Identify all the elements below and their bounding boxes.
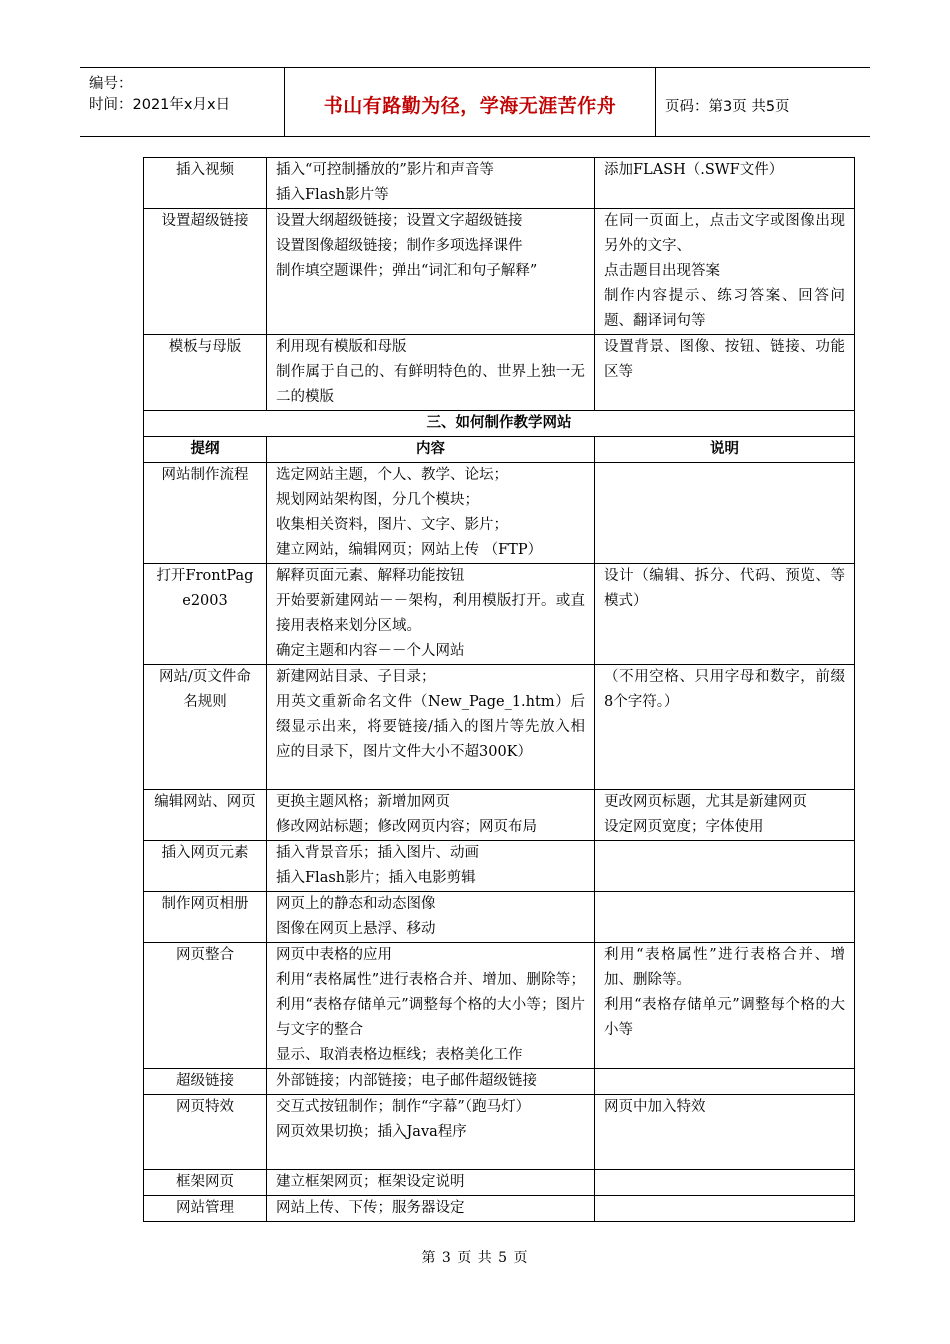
table-row	[144, 335, 855, 411]
content-line: 建立网站，编辑网页；网站上传 （FTP）	[276, 542, 543, 558]
table-top-section	[144, 158, 855, 411]
row-topic: 编辑网站、网页	[144, 790, 267, 841]
row-content	[267, 158, 595, 209]
row-topic: 制作网页相册	[144, 892, 267, 943]
table-main-section	[144, 463, 855, 1222]
content-line: 解释页面元素、解释功能按钮	[276, 568, 465, 584]
row-note	[595, 1095, 855, 1170]
table-row	[144, 943, 855, 1069]
row-topic: 框架网页	[144, 1170, 267, 1196]
row-content	[267, 1196, 595, 1222]
table-row	[144, 1069, 855, 1095]
content-line: 制作填空题课件；弹出“词汇和句子解释”	[276, 263, 538, 279]
content-table	[143, 157, 855, 1222]
page-header	[80, 67, 870, 137]
content-line: 制作属于自己的、有鲜明特色的、世界上独一无二的模版	[276, 364, 585, 405]
note-line: 网页中加入特效	[604, 1099, 706, 1115]
note-line: 利用“表格存储单元”调整每个格的大小等	[604, 997, 845, 1038]
note-line: 添加FLASH（.SWF文件）	[604, 162, 784, 178]
content-line: 网站上传、下传；服务器设定	[276, 1200, 465, 1216]
note-line: 更改网页标题，尤其是新建网页	[604, 794, 807, 810]
table-row	[144, 892, 855, 943]
row-content	[267, 790, 595, 841]
table-row	[144, 209, 855, 335]
page-footer: 第 3 页 共 5 页	[421, 1250, 529, 1266]
row-topic: 打开FrontPage2003	[144, 564, 267, 665]
content-line: 插入Flash影片；插入电影剪辑	[276, 870, 476, 886]
content-line: 网页上的静态和动态图像	[276, 896, 436, 912]
row-note	[595, 892, 855, 943]
content-line: 显示、取消表格边框线；表格美化工作	[276, 1047, 523, 1063]
table-row	[144, 841, 855, 892]
row-content	[267, 209, 595, 335]
row-note	[595, 335, 855, 411]
content-line: 网页效果切换；插入Java程序	[276, 1124, 467, 1140]
note-line: （不用空格、只用字母和数字，前缀8个字符。）	[604, 669, 845, 710]
table-section-header	[144, 411, 855, 463]
row-content	[267, 943, 595, 1069]
content-line: 设置图像超级链接；制作多项选择课件	[276, 238, 523, 254]
row-topic: 网页特效	[144, 1095, 267, 1170]
note-line: 设定网页宽度；字体使用	[604, 819, 764, 835]
row-note	[595, 564, 855, 665]
row-content	[267, 564, 595, 665]
content-line: 选定网站主题，个人、教学、论坛；	[276, 467, 508, 483]
table-row	[144, 1095, 855, 1170]
row-topic: 网站管理	[144, 1196, 267, 1222]
row-topic: 模板与母版	[144, 335, 267, 411]
table-row	[144, 1196, 855, 1222]
content-line: 开始要新建网站－－架构，利用模版打开。或直接用表格来划分区域。	[276, 593, 585, 634]
column-header-content: 内容	[267, 437, 595, 463]
content-line: 规划网站架构图，分几个模块；	[276, 492, 479, 508]
table-row	[144, 564, 855, 665]
header-number-label: 编号：	[89, 76, 133, 92]
row-content	[267, 463, 595, 564]
row-content	[267, 1095, 595, 1170]
note-line: 制作内容提示、练习答案、回答问题、翻译词句等	[604, 288, 845, 329]
note-line: 利用“表格属性”进行表格合并、增加、删除等。	[604, 947, 845, 988]
row-note	[595, 209, 855, 335]
header-meta	[89, 74, 230, 116]
row-topic: 网页整合	[144, 943, 267, 1069]
row-note	[595, 1170, 855, 1196]
content-line: 图像在网页上悬浮、移动	[276, 921, 436, 937]
content-line: 建立框架网页；框架设定说明	[276, 1174, 465, 1190]
content-line: 修改网站标题；修改网页内容；网页布局	[276, 819, 537, 835]
row-content	[267, 1170, 595, 1196]
content-line: 插入“可控制播放的”影片和声音等	[276, 162, 494, 178]
row-note	[595, 1069, 855, 1095]
row-content	[267, 892, 595, 943]
column-header-note: 说明	[595, 437, 855, 463]
content-line: 外部链接；内部链接；电子邮件超级链接	[276, 1073, 537, 1089]
header-divider	[655, 68, 656, 136]
header-motto: 书山有路勤为径，学海无涯苦作舟	[323, 95, 617, 117]
column-header-outline: 提纲	[144, 437, 267, 463]
content-line: 新建网站目录、子目录；	[276, 669, 436, 685]
row-note	[595, 665, 855, 790]
section-title: 三、如何制作教学网站	[144, 411, 855, 437]
table-row	[144, 1170, 855, 1196]
content-line: 用英文重新命名文件（New_Page_1.htm）后缀显示出来，将要链接/插入的图片等先放入相应的目录下，图片文件大小不超300K）	[276, 694, 585, 760]
header-page-info: 页码：第3页 共5页	[665, 99, 790, 115]
table-row	[144, 790, 855, 841]
content-line: 更换主题风格；新增加网页	[276, 794, 450, 810]
content-line: 利用现有模版和母版	[276, 339, 407, 355]
content-line: 插入Flash影片等	[276, 187, 389, 203]
row-note	[595, 158, 855, 209]
row-note	[595, 943, 855, 1069]
content-line: 收集相关资料，图片、文字、影片；	[276, 517, 508, 533]
content-line: 交互式按钮制作；制作“字幕”（跑马灯）	[276, 1099, 531, 1115]
row-topic: 设置超级链接	[144, 209, 267, 335]
content-line: 利用“表格属性”进行表格合并、增加、删除等；利用“表格存储单元”调整每个格的大小等；图片与文字的整合	[276, 972, 585, 1038]
row-topic: 插入视频	[144, 158, 267, 209]
table-row	[144, 158, 855, 209]
row-topic: 网站制作流程	[144, 463, 267, 564]
row-topic: 插入网页元素	[144, 841, 267, 892]
table-row	[144, 665, 855, 790]
content-line: 确定主题和内容－－个人网站	[276, 643, 465, 659]
note-line: 设置背景、图像、按钮、链接、功能区等	[604, 339, 845, 380]
content-line: 设置大纲超级链接；设置文字超级链接	[276, 213, 523, 229]
row-content	[267, 335, 595, 411]
row-note	[595, 841, 855, 892]
row-content	[267, 841, 595, 892]
note-line: 在同一页面上，点击文字或图像出现另外的文字、	[604, 213, 845, 254]
row-topic: 网站/页文件命名规则	[144, 665, 267, 790]
row-topic: 超级链接	[144, 1069, 267, 1095]
content-line: 插入背景音乐；插入图片、动画	[276, 845, 479, 861]
table-row	[144, 463, 855, 564]
row-note	[595, 1196, 855, 1222]
row-note	[595, 463, 855, 564]
note-line: 设计（编辑、拆分、代码、预览、等模式）	[604, 568, 845, 609]
note-line: 点击题目出现答案	[604, 263, 720, 279]
row-content	[267, 1069, 595, 1095]
row-note	[595, 790, 855, 841]
content-line: 网页中表格的应用	[276, 947, 392, 963]
row-content	[267, 665, 595, 790]
header-time-label: 时间：2021年x月x日	[89, 97, 231, 113]
